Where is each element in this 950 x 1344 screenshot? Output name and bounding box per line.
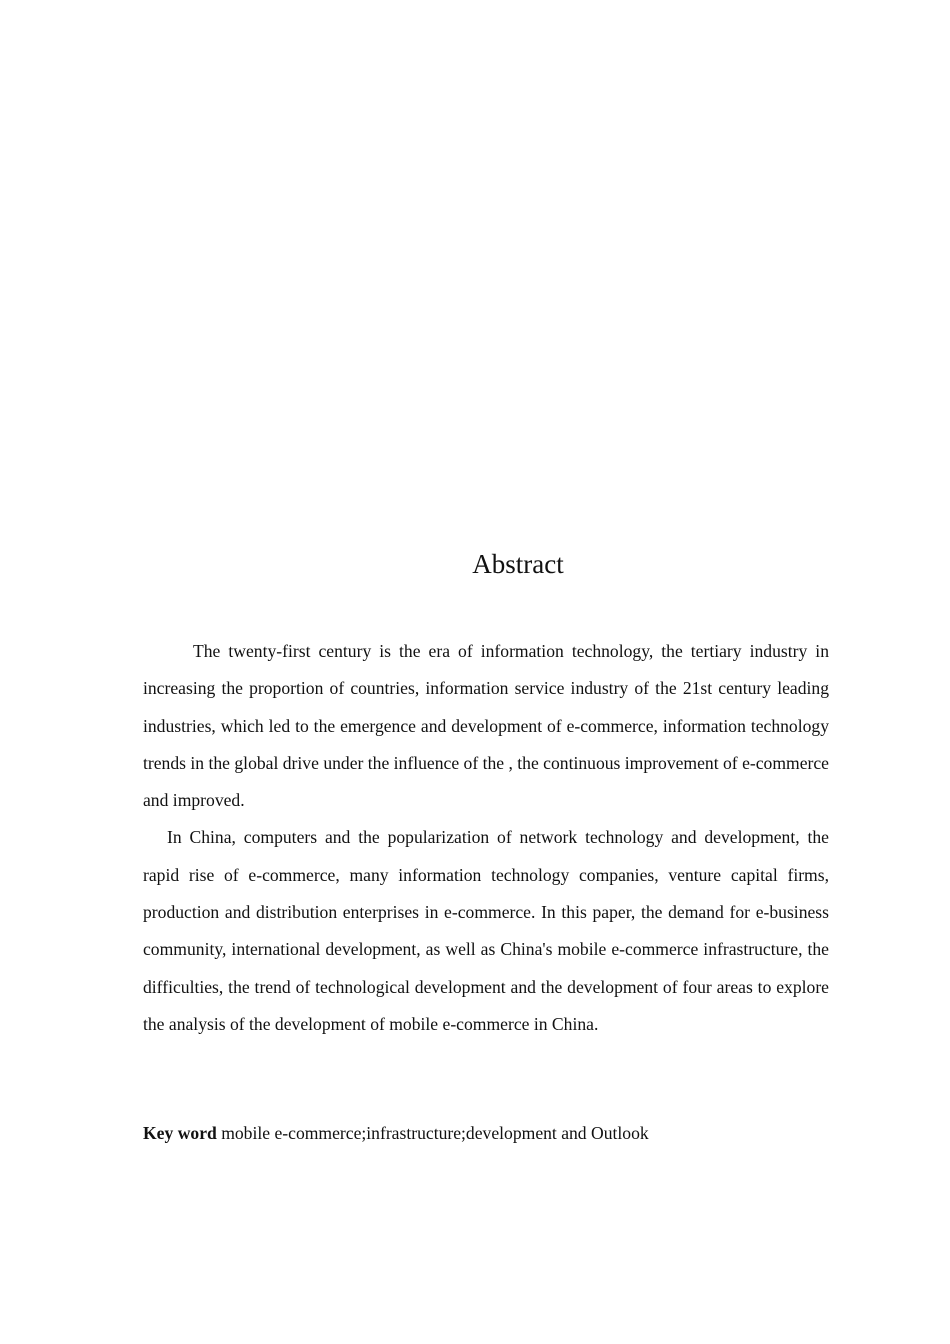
abstract-title: Abstract <box>472 549 564 579</box>
abstract-paragraph-2: In China, computers and the popularization of network technology and development, the rapid rise of e-commerce, many information technology companies, venture capital firms, production and distribution enterprises in e-commerce. In this paper, the demand for e-business community, international development, as well as China's mobile e-commerce infrastructure, the difficulties, the trend of technological development and the development of four areas to explore the analysis of the development of mobile e-commerce in China. <box>143 827 829 1034</box>
keywords-line <box>143 1115 829 1152</box>
abstract-paragraph-1: The twenty-first century is the era of information technology, the tertiary industry in increasing the proportion of countries, information service industry of the 21st century leading industries, which led to the emergence and development of e-commerce, information technology trends in the global drive under the influence of the , the continuous improvement of e-commerce and improved. <box>143 641 829 811</box>
abstract-body <box>143 633 829 1043</box>
keywords-text: mobile e-commerce;infrastructure;development and Outlook <box>221 1123 649 1143</box>
keywords-label: Key word <box>143 1123 217 1143</box>
